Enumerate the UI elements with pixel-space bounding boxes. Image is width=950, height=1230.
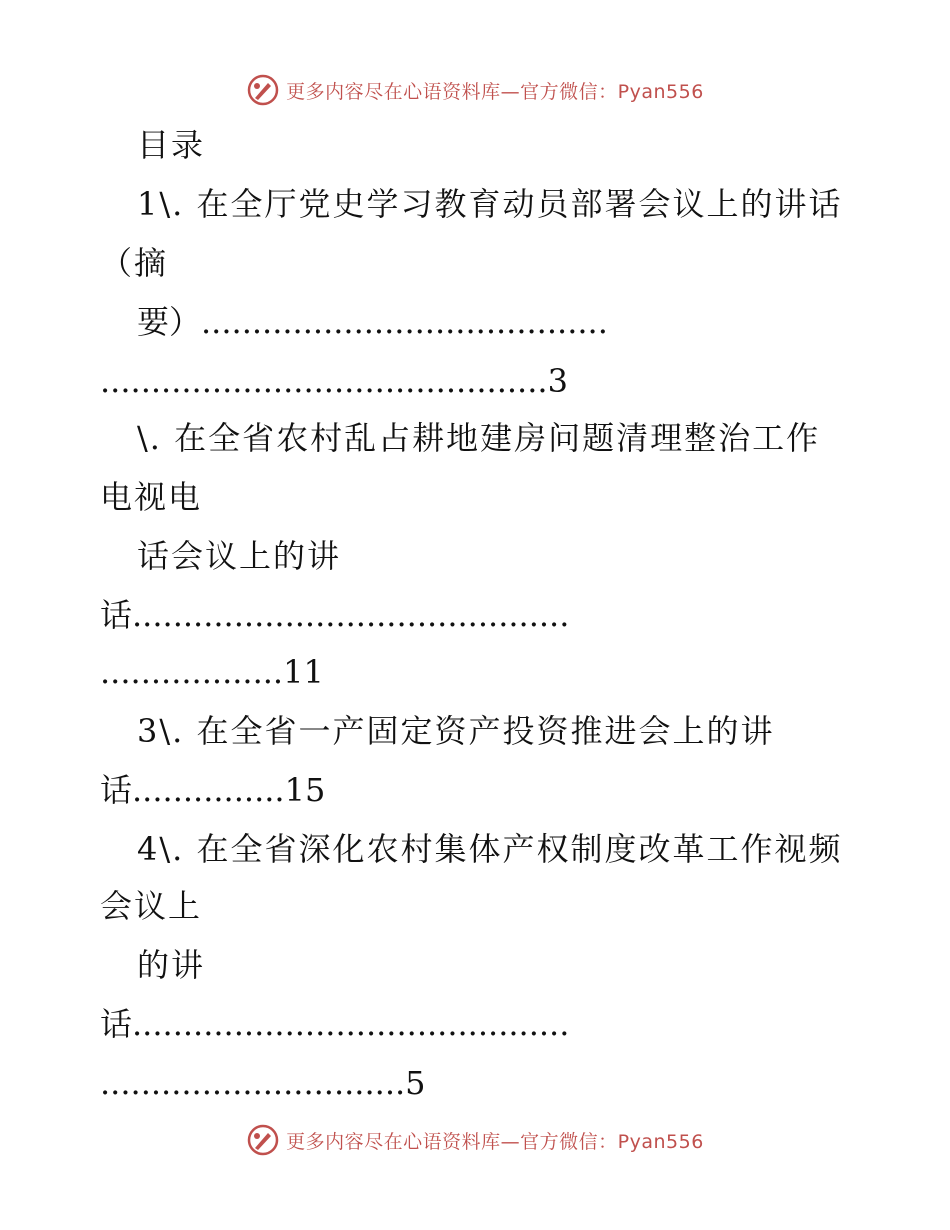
toc-line: 话........................................... — [100, 1005, 570, 1043]
toc-line: 电视电 — [100, 478, 203, 516]
toc-line: 话会议上的讲 — [137, 537, 342, 575]
toc-title: 目录 — [137, 126, 206, 164]
watermark-footer — [0, 1120, 950, 1160]
pen-logo-icon — [246, 1123, 280, 1157]
toc-line: 3\. 在全省一产固定资产投资推进会上的讲 — [137, 712, 775, 750]
toc-line: 的讲 — [137, 946, 206, 984]
pen-logo-icon — [246, 73, 280, 107]
toc-line: 话........................................... — [100, 596, 570, 634]
toc-line: ..............................5 — [100, 1064, 426, 1102]
toc-line: 要）........................................ — [137, 303, 608, 341]
toc-line: 4\. 在全省深化农村集体产权制度改革工作视频 — [137, 830, 843, 868]
watermark-text: 更多内容尽在心语资料库—官方微信：Pyan556 — [286, 1130, 704, 1153]
watermark-text: 更多内容尽在心语资料库—官方微信：Pyan556 — [286, 80, 704, 103]
toc-line: 会议上 — [100, 887, 203, 925]
watermark-header — [0, 70, 950, 110]
toc-line: 话...............15 — [100, 771, 326, 809]
toc-line: ..................11 — [100, 653, 324, 691]
toc-line: \. 在全省农村乱占耕地建房问题清理整治工作 — [137, 419, 821, 457]
toc-line: 1\. 在全厅党史学习教育动员部署会议上的讲话 — [137, 185, 843, 223]
toc-line: （摘 — [100, 244, 169, 282]
toc-line: ............................................3 — [100, 362, 568, 400]
